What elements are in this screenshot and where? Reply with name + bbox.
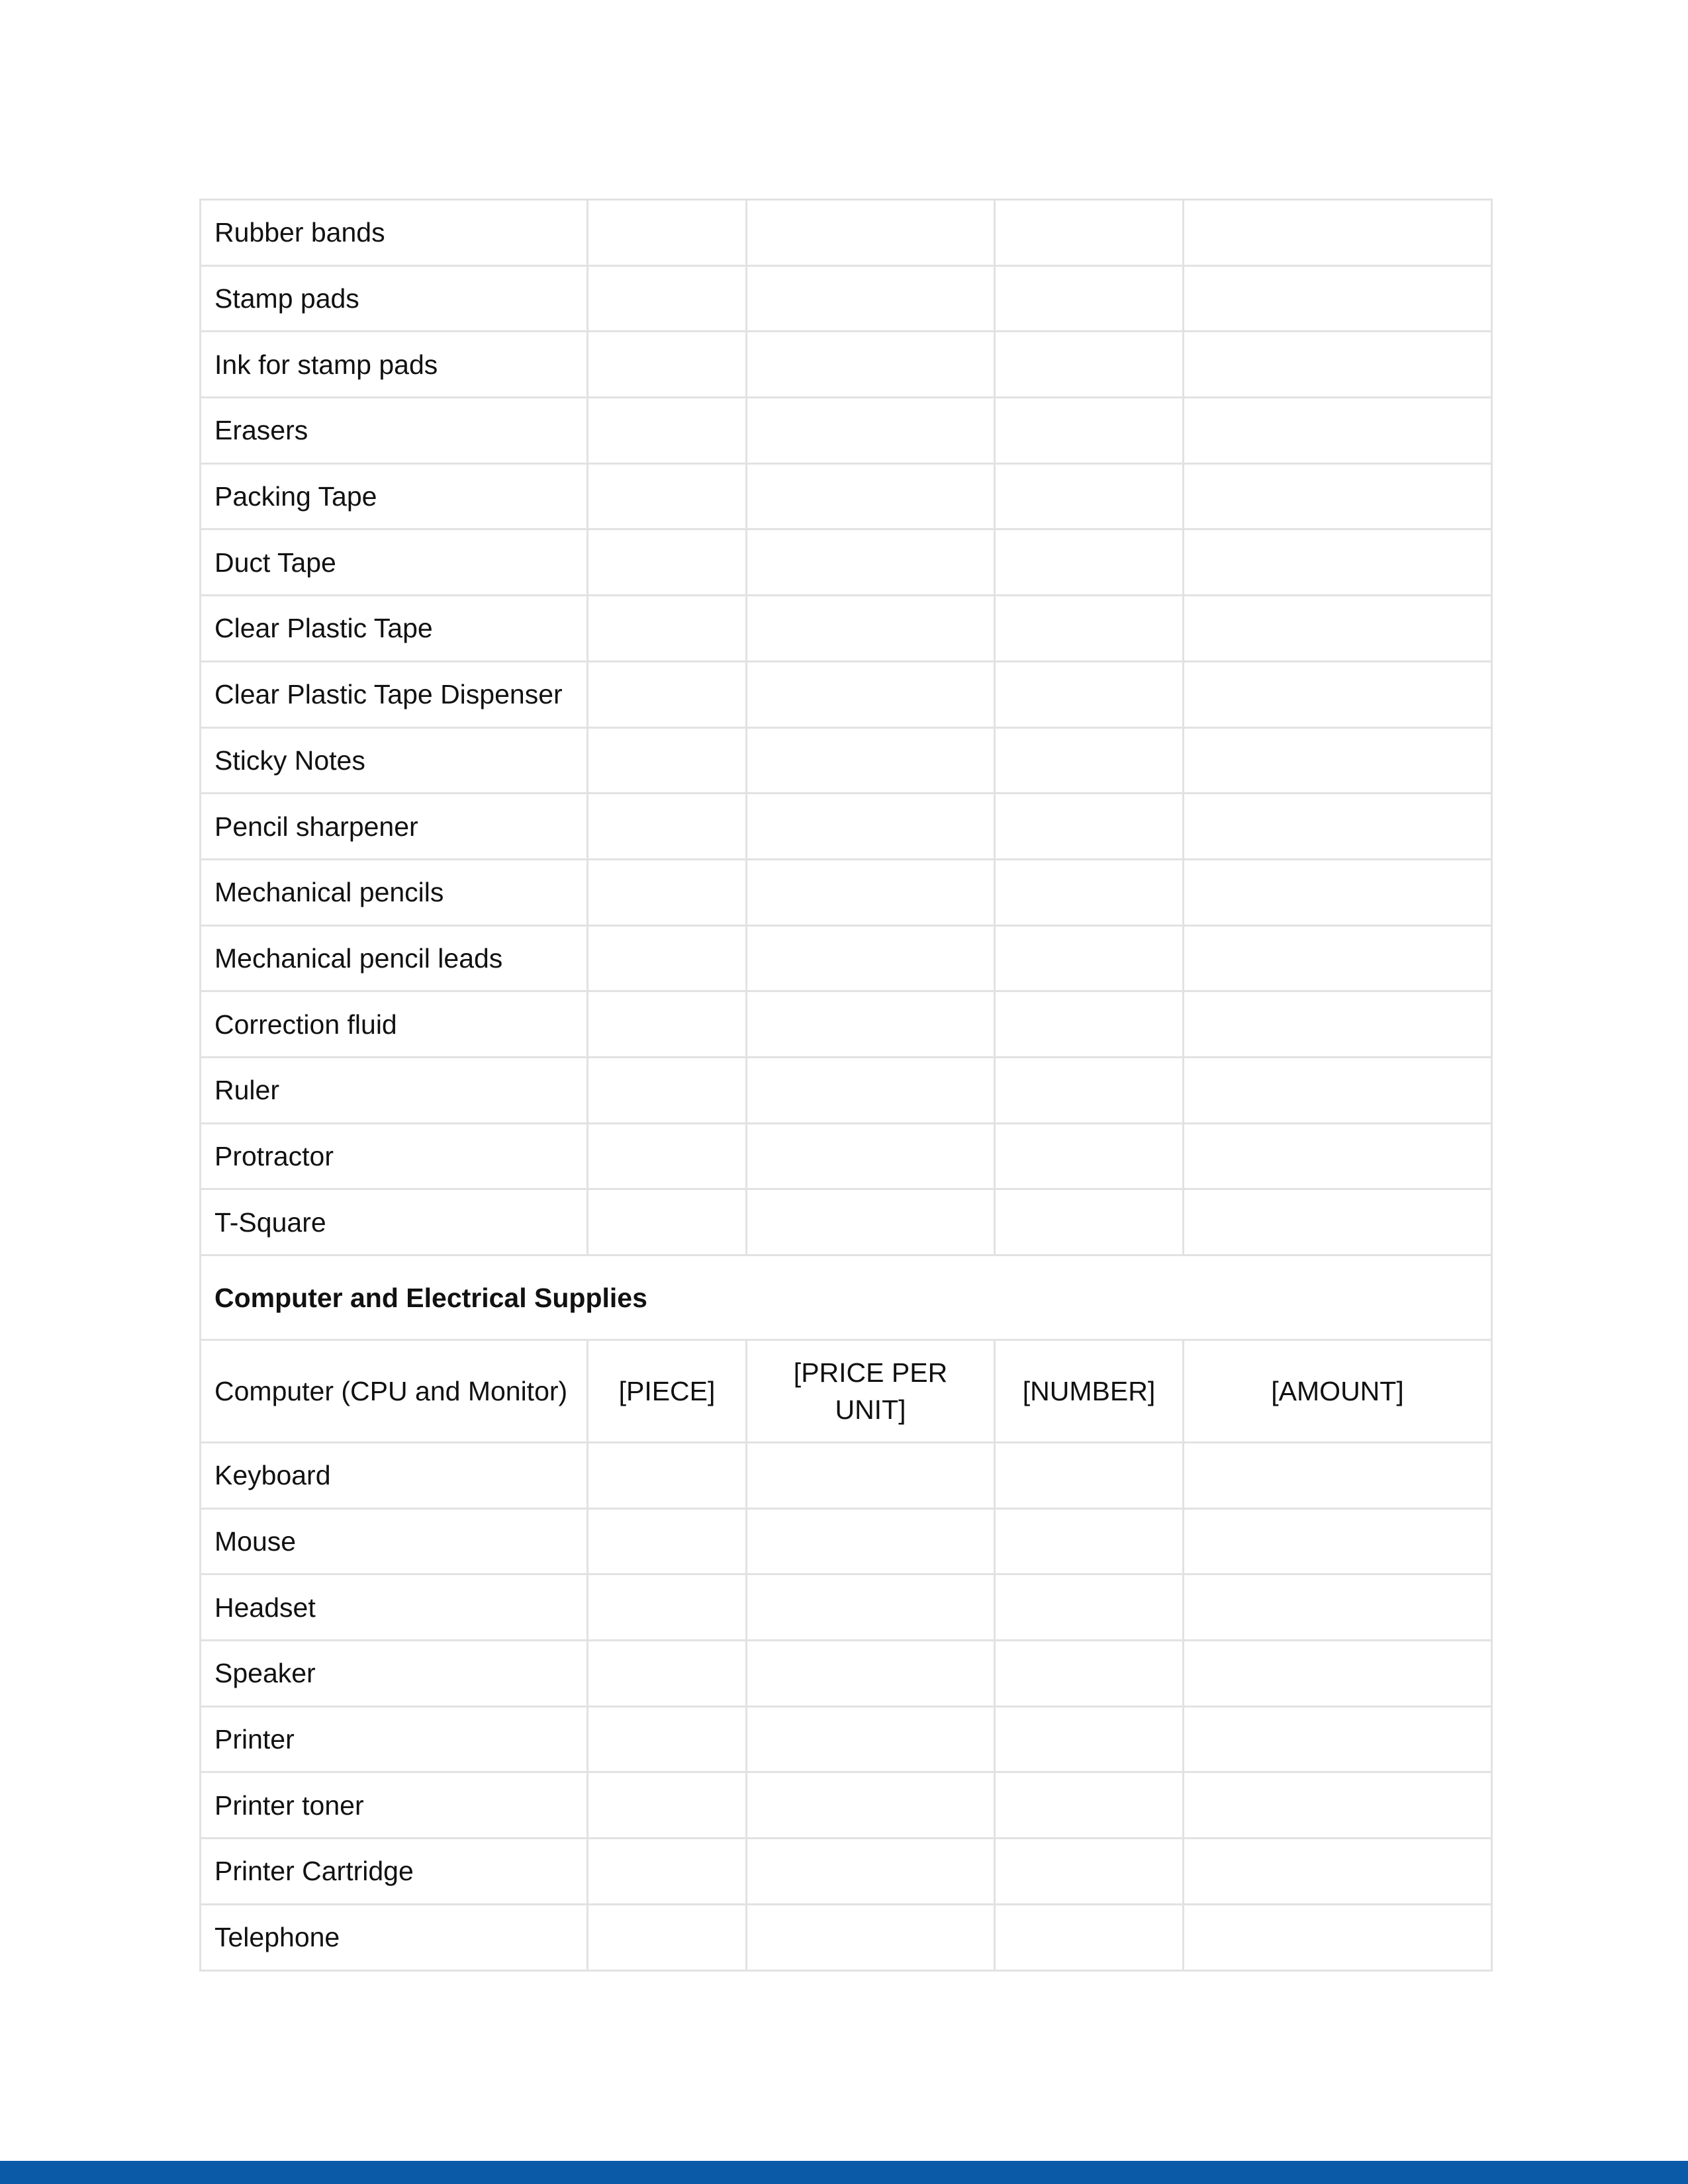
- quantity-cell[interactable]: [995, 1123, 1184, 1189]
- quantity-cell[interactable]: [995, 265, 1184, 332]
- price-cell[interactable]: [747, 1057, 995, 1123]
- item-name-cell: Headset: [201, 1574, 588, 1641]
- item-name-cell: Mechanical pencil leads: [201, 925, 588, 991]
- item-name-cell: Telephone: [201, 1904, 588, 1970]
- amount-cell[interactable]: [1184, 529, 1492, 596]
- amount-cell[interactable]: [1184, 859, 1492, 925]
- price-cell[interactable]: [747, 463, 995, 529]
- unit-cell[interactable]: [588, 1123, 747, 1189]
- quantity-cell[interactable]: [995, 794, 1184, 860]
- unit-cell[interactable]: [588, 463, 747, 529]
- unit-cell[interactable]: [588, 859, 747, 925]
- quantity-cell[interactable]: [995, 727, 1184, 794]
- section-heading: Computer and Electrical Supplies: [201, 1255, 1492, 1340]
- quantity-cell[interactable]: [995, 1508, 1184, 1574]
- table-row: [201, 332, 1492, 398]
- amount-cell[interactable]: [1184, 265, 1492, 332]
- price-cell[interactable]: [747, 398, 995, 464]
- table-row: [201, 398, 1492, 464]
- unit-cell[interactable]: [588, 1706, 747, 1772]
- price-cell[interactable]: [747, 925, 995, 991]
- unit-cell[interactable]: [588, 661, 747, 727]
- price-cell[interactable]: [747, 1189, 995, 1255]
- table-row: [201, 265, 1492, 332]
- unit-cell[interactable]: [588, 991, 747, 1058]
- supplies-table: [199, 199, 1493, 1972]
- table-row: [201, 991, 1492, 1058]
- item-name-cell: Erasers: [201, 398, 588, 464]
- item-name-cell: Mechanical pencils: [201, 859, 588, 925]
- table-row: [201, 1123, 1492, 1189]
- quantity-cell[interactable]: [995, 859, 1184, 925]
- unit-cell[interactable]: [588, 200, 747, 266]
- unit-cell[interactable]: [588, 265, 747, 332]
- price-cell[interactable]: [747, 1574, 995, 1641]
- price-cell[interactable]: [747, 529, 995, 596]
- quantity-cell[interactable]: [995, 1057, 1184, 1123]
- price-cell[interactable]: [747, 1443, 995, 1509]
- table-row: [201, 661, 1492, 727]
- amount-cell[interactable]: [1184, 661, 1492, 727]
- unit-cell[interactable]: [588, 794, 747, 860]
- amount-cell[interactable]: [1184, 1706, 1492, 1772]
- quantity-cell[interactable]: [NUMBER]: [995, 1340, 1184, 1443]
- item-name-cell: Ruler: [201, 1057, 588, 1123]
- price-cell[interactable]: [747, 1706, 995, 1772]
- price-cell[interactable]: [747, 661, 995, 727]
- price-cell[interactable]: [747, 1641, 995, 1707]
- quantity-cell[interactable]: [995, 1443, 1184, 1509]
- table-row: [201, 1443, 1492, 1509]
- amount-cell[interactable]: [1184, 925, 1492, 991]
- unit-cell[interactable]: [588, 727, 747, 794]
- item-name-cell: Clear Plastic Tape Dispenser: [201, 661, 588, 727]
- price-cell[interactable]: [747, 794, 995, 860]
- item-name-cell: Keyboard: [201, 1443, 588, 1509]
- item-name-cell: Pencil sharpener: [201, 794, 588, 860]
- price-cell[interactable]: [747, 596, 995, 662]
- quantity-cell[interactable]: [995, 1189, 1184, 1255]
- amount-cell[interactable]: [1184, 794, 1492, 860]
- amount-cell[interactable]: [1184, 991, 1492, 1058]
- unit-cell[interactable]: [588, 1508, 747, 1574]
- price-cell[interactable]: [747, 859, 995, 925]
- price-cell[interactable]: [747, 991, 995, 1058]
- item-name-cell: Sticky Notes: [201, 727, 588, 794]
- table-row: [201, 463, 1492, 529]
- section-header-row: [201, 1255, 1492, 1340]
- item-name-cell: Printer: [201, 1706, 588, 1772]
- amount-cell[interactable]: [1184, 1772, 1492, 1839]
- amount-cell[interactable]: [1184, 727, 1492, 794]
- quantity-cell[interactable]: [995, 398, 1184, 464]
- quantity-cell[interactable]: [995, 463, 1184, 529]
- amount-cell[interactable]: [1184, 398, 1492, 464]
- amount-cell[interactable]: [1184, 1641, 1492, 1707]
- amount-cell[interactable]: [1184, 1443, 1492, 1509]
- price-cell[interactable]: [747, 1772, 995, 1839]
- item-name-cell: Protractor: [201, 1123, 588, 1189]
- table-row: [201, 1574, 1492, 1641]
- unit-cell[interactable]: [588, 1641, 747, 1707]
- unit-cell[interactable]: [588, 1839, 747, 1905]
- item-name-cell: Stamp pads: [201, 265, 588, 332]
- item-name-cell: Duct Tape: [201, 529, 588, 596]
- quantity-cell[interactable]: [995, 925, 1184, 991]
- item-name-cell: Printer toner: [201, 1772, 588, 1839]
- price-cell[interactable]: [747, 200, 995, 266]
- price-cell[interactable]: [747, 1839, 995, 1905]
- quantity-cell[interactable]: [995, 200, 1184, 266]
- table-row: [201, 727, 1492, 794]
- item-name-cell: Computer (CPU and Monitor): [201, 1340, 588, 1443]
- table-row: [201, 1641, 1492, 1707]
- item-name-cell: Speaker: [201, 1641, 588, 1707]
- unit-cell[interactable]: [588, 1772, 747, 1839]
- unit-cell[interactable]: [588, 925, 747, 991]
- amount-cell[interactable]: [1184, 463, 1492, 529]
- quantity-cell[interactable]: [995, 1641, 1184, 1707]
- amount-cell[interactable]: [1184, 1839, 1492, 1905]
- quantity-cell[interactable]: [995, 1706, 1184, 1772]
- amount-cell[interactable]: [1184, 332, 1492, 398]
- amount-cell[interactable]: [1184, 1057, 1492, 1123]
- price-cell[interactable]: [PRICE PER UNIT]: [747, 1340, 995, 1443]
- quantity-cell[interactable]: [995, 1839, 1184, 1905]
- unit-cell[interactable]: [588, 1057, 747, 1123]
- price-cell[interactable]: [747, 1508, 995, 1574]
- table-row: [201, 925, 1492, 991]
- table-row: [201, 794, 1492, 860]
- amount-cell[interactable]: [1184, 1574, 1492, 1641]
- quantity-cell[interactable]: [995, 1772, 1184, 1839]
- amount-cell[interactable]: [1184, 1123, 1492, 1189]
- table-row: [201, 1057, 1492, 1123]
- price-cell[interactable]: [747, 727, 995, 794]
- unit-cell[interactable]: [588, 529, 747, 596]
- item-name-cell: Clear Plastic Tape: [201, 596, 588, 662]
- price-cell[interactable]: [747, 332, 995, 398]
- amount-cell[interactable]: [1184, 1904, 1492, 1970]
- table-row: [201, 1839, 1492, 1905]
- table-row: [201, 1189, 1492, 1255]
- amount-cell[interactable]: [1184, 1189, 1492, 1255]
- quantity-cell[interactable]: [995, 991, 1184, 1058]
- unit-cell[interactable]: [PIECE]: [588, 1340, 747, 1443]
- item-name-cell: T-Square: [201, 1189, 588, 1255]
- amount-cell[interactable]: [1184, 596, 1492, 662]
- table-row: [201, 1340, 1492, 1443]
- quantity-cell[interactable]: [995, 1574, 1184, 1641]
- amount-cell[interactable]: [AMOUNT]: [1184, 1340, 1492, 1443]
- quantity-cell[interactable]: [995, 529, 1184, 596]
- footer-bar: [0, 2161, 1688, 2184]
- quantity-cell[interactable]: [995, 661, 1184, 727]
- table-row: [201, 1508, 1492, 1574]
- table-row: [201, 529, 1492, 596]
- unit-cell[interactable]: [588, 1574, 747, 1641]
- unit-cell[interactable]: [588, 332, 747, 398]
- item-name-cell: Printer Cartridge: [201, 1839, 588, 1905]
- item-name-cell: Ink for stamp pads: [201, 332, 588, 398]
- amount-cell[interactable]: [1184, 200, 1492, 266]
- unit-cell[interactable]: [588, 1443, 747, 1509]
- table-row: [201, 200, 1492, 266]
- item-name-cell: Mouse: [201, 1508, 588, 1574]
- unit-cell[interactable]: [588, 1904, 747, 1970]
- unit-cell[interactable]: [588, 1189, 747, 1255]
- price-cell[interactable]: [747, 265, 995, 332]
- quantity-cell[interactable]: [995, 332, 1184, 398]
- amount-cell[interactable]: [1184, 1508, 1492, 1574]
- table-row: [201, 859, 1492, 925]
- unit-cell[interactable]: [588, 596, 747, 662]
- table-row: [201, 1772, 1492, 1839]
- item-name-cell: Correction fluid: [201, 991, 588, 1058]
- item-name-cell: Rubber bands: [201, 200, 588, 266]
- item-name-cell: Packing Tape: [201, 463, 588, 529]
- unit-cell[interactable]: [588, 398, 747, 464]
- table-row: [201, 1706, 1492, 1772]
- quantity-cell[interactable]: [995, 596, 1184, 662]
- price-cell[interactable]: [747, 1904, 995, 1970]
- price-cell[interactable]: [747, 1123, 995, 1189]
- table-row: [201, 1904, 1492, 1970]
- table-row: [201, 596, 1492, 662]
- quantity-cell[interactable]: [995, 1904, 1184, 1970]
